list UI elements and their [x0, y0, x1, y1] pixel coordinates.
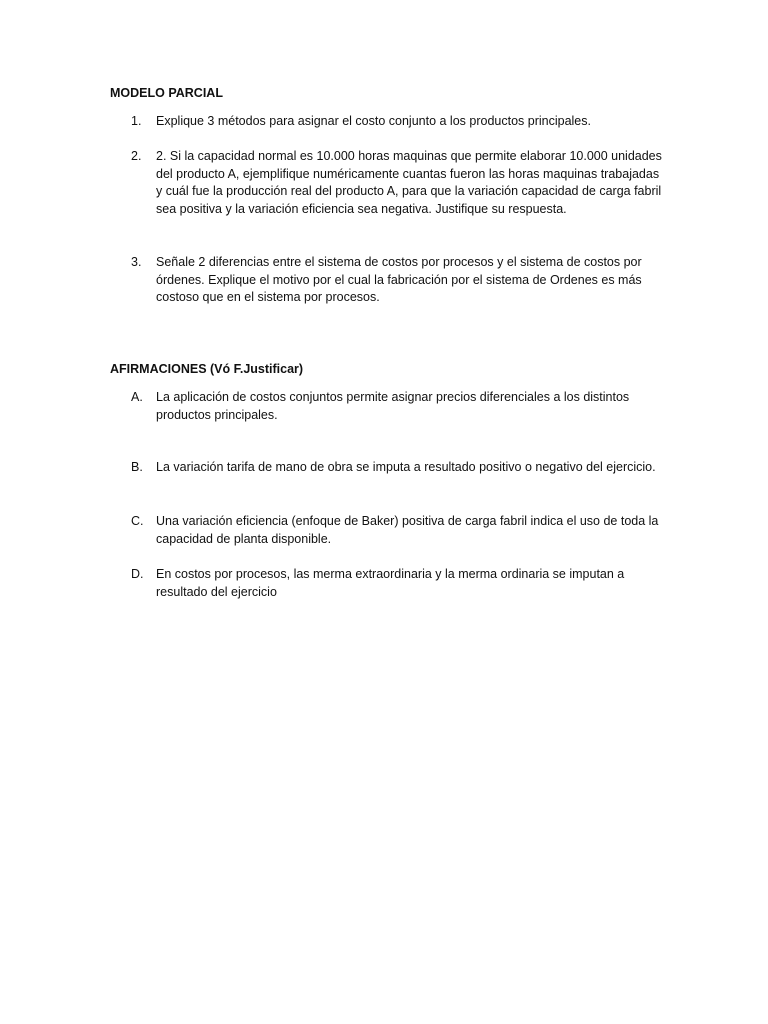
question-item-1 — [131, 113, 671, 131]
question-number: 3. — [131, 255, 142, 269]
statement-item-a — [131, 389, 671, 424]
question-item-3 — [131, 254, 671, 307]
question-text: Explique 3 métodos para asignar el costo conjunto a los productos principales. — [156, 114, 591, 128]
statement-item-c — [131, 513, 671, 548]
section-heading-modelo-parcial: MODELO PARCIAL — [110, 86, 223, 100]
statement-letter: B. — [131, 460, 143, 474]
question-number: 2. — [131, 149, 142, 163]
statement-item-d — [131, 566, 671, 601]
statement-text: La aplicación de costos conjuntos permite asignar precios diferenciales a los distintos productos principales. — [156, 390, 630, 422]
statement-text: En costos por procesos, las merma extraordinaria y la merma ordinaria se imputan a resultado del ejercicio — [156, 567, 625, 599]
statement-letter: A. — [131, 390, 143, 404]
statement-text: Una variación eficiencia (enfoque de Baker) positiva de carga fabril indica el uso de toda la capacidad de planta disponible. — [156, 514, 659, 546]
question-number: 1. — [131, 114, 142, 128]
question-text: Señale 2 diferencias entre el sistema de costos por procesos y el sistema de costos por órdenes. Explique el motivo por el cual la fabricación por el sistema de Ordenes es más costoso que en el sistema por procesos. — [156, 255, 642, 305]
statement-letter: C. — [131, 514, 144, 528]
statement-letter: D. — [131, 567, 144, 581]
question-item-2 — [131, 148, 671, 218]
statement-item-b — [131, 459, 671, 477]
statement-text: La variación tarifa de mano de obra se imputa a resultado positivo o negativo del ejercicio. — [156, 460, 656, 474]
section-heading-afirmaciones: AFIRMACIONES (Vó F.Justificar) — [110, 362, 304, 376]
question-text: 2. Si la capacidad normal es 10.000 horas maquinas que permite elaborar 10.000 unidades del producto A, ejemplifique numéricamente cuantas fueron las horas maquinas trabajadas y cuál fue la producción real del producto A, para que la variación capacidad de carga fabril sea positiva y la variación eficiencia sea negativa. Justifique su respuesta. — [156, 149, 662, 216]
